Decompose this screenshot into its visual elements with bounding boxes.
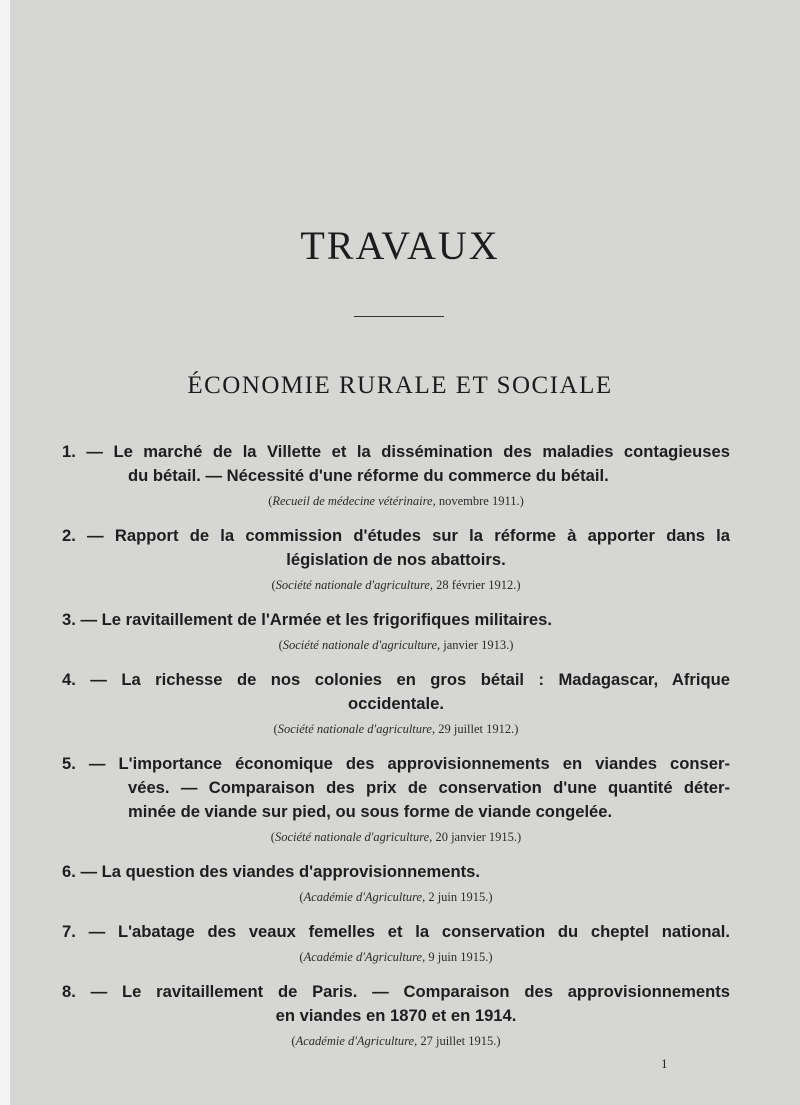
list-item bbox=[62, 752, 730, 846]
entry-line: minée de viande sur pied, ou sous forme de viande congelée. bbox=[128, 802, 613, 821]
entry-line: 5. — L'importance économique des approvisionnements en viandes conser- bbox=[62, 754, 730, 773]
page-binding-edge bbox=[0, 0, 10, 1105]
entry-line: occidentale. bbox=[348, 694, 444, 713]
list-item bbox=[62, 920, 730, 966]
entry-source: (Académie d'Agriculture, 2 juin 1915.) bbox=[299, 890, 493, 904]
entry-source: (Académie d'Agriculture, 27 juillet 1915.) bbox=[291, 1034, 501, 1048]
entry-line: législation de nos abattoirs. bbox=[286, 550, 506, 569]
entry-line: 7. — L'abatage des veaux femelles et la conservation du cheptel national. bbox=[62, 922, 730, 941]
entry-source: (Recueil de médecine vétérinaire, novembre 1911.) bbox=[268, 494, 524, 508]
entry-line: 8. — Le ravitaillement de Paris. — Comparaison des approvisionnements bbox=[62, 982, 730, 1001]
entry-source: (Académie d'Agriculture, 9 juin 1915.) bbox=[299, 950, 493, 964]
entry-line: 3. — Le ravitaillement de l'Armée et les frigorifiques militaires. bbox=[62, 610, 552, 629]
section-heading: ÉCONOMIE RURALE ET SOCIALE bbox=[187, 372, 613, 399]
list-item bbox=[62, 440, 730, 510]
page-title: TRAVAUX bbox=[300, 223, 500, 268]
entry-line: 2. — Rapport de la commission d'études sur la réforme à apporter dans la bbox=[62, 526, 730, 545]
entry-line: en viandes en 1870 et en 1914. bbox=[275, 1006, 517, 1025]
list-item bbox=[62, 668, 730, 738]
entry-line: 6. — La question des viandes d'approvisionnements. bbox=[62, 862, 480, 881]
entry-line: vées. — Comparaison des prix de conservation d'une quantité déter- bbox=[128, 778, 730, 797]
list-item bbox=[62, 860, 730, 906]
entry-source: (Société nationale d'agriculture, janvier 1913.) bbox=[278, 638, 514, 652]
list-item bbox=[62, 524, 730, 594]
page-number: 1 bbox=[661, 1056, 668, 1071]
title-divider bbox=[354, 316, 444, 317]
entry-source: (Société nationale d'agriculture, 29 juillet 1912.) bbox=[273, 722, 519, 736]
entry-line: 1. — Le marché de la Villette et la dissémination des maladies contagieuses bbox=[62, 442, 730, 461]
entry-source: (Société nationale d'agriculture, 20 janvier 1915.) bbox=[270, 830, 522, 844]
entry-source: (Société nationale d'agriculture, 28 février 1912.) bbox=[271, 578, 521, 592]
entry-line: 4. — La richesse de nos colonies en gros bétail : Madagascar, Afrique bbox=[62, 670, 730, 689]
list-item bbox=[62, 608, 730, 654]
list-item bbox=[62, 980, 730, 1050]
entry-list bbox=[62, 440, 730, 1050]
entry-line: du bétail. — Nécessité d'une réforme du commerce du bétail. bbox=[128, 466, 609, 485]
